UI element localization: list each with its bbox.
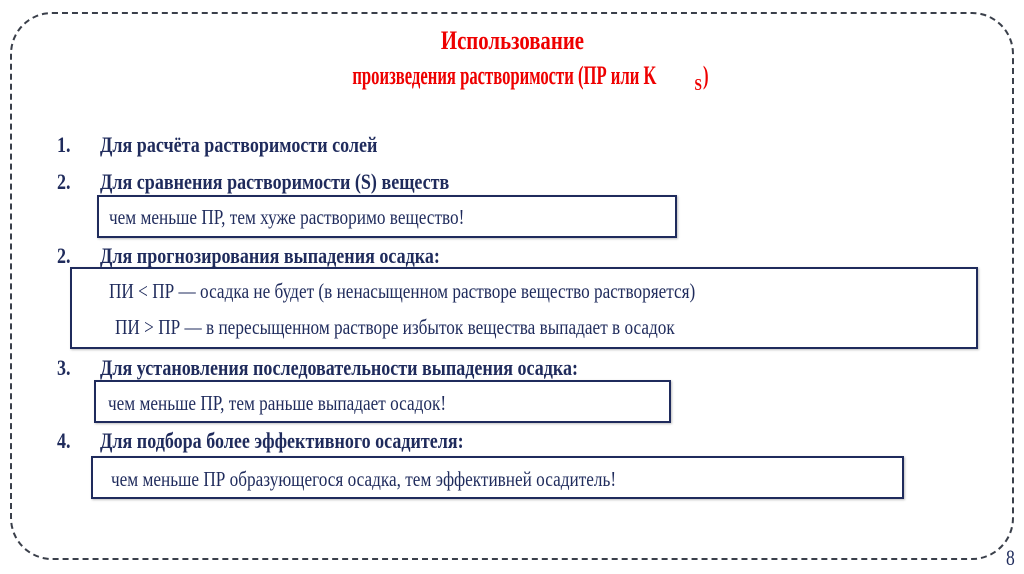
- predict-box: [70, 267, 978, 349]
- title-line-1: Использование: [440, 26, 584, 55]
- item-number: 2.: [57, 243, 71, 268]
- compare-box: [97, 195, 677, 238]
- item-number: 2.: [57, 169, 71, 194]
- box-text: ПИ > ПР — в пересыщенном растворе избыток вещества выпадает в осадок: [115, 315, 675, 339]
- item-text: Для подбора более эффективного осадителя:: [100, 428, 464, 453]
- box-text: чем меньше ПР образующегося осадка, тем эффективней осадитель!: [111, 467, 617, 491]
- box-text: чем меньше ПР, тем хуже растворимо вещество!: [109, 205, 465, 229]
- sequence-box: [94, 380, 671, 423]
- item-number: 4.: [57, 428, 71, 453]
- box-text: чем меньше ПР, тем раньше выпадает осадок!: [108, 391, 447, 415]
- precipitant-box: [91, 456, 904, 499]
- page-number: 8: [1006, 545, 1015, 570]
- item-text: Для расчёта растворимости солей: [100, 132, 378, 157]
- item-text: Для прогнозирования выпадения осадка:: [100, 243, 440, 268]
- item-text: Для сравнения растворимости (S) веществ: [100, 169, 450, 194]
- title-line-2: произведения растворимости (ПР или K $_S$): [352, 61, 709, 95]
- box-text: ПИ < ПР — осадка не будет (в ненасыщенном растворе вещество растворяется): [109, 279, 696, 303]
- item-number: 3.: [57, 355, 71, 380]
- item-number: 1.: [57, 132, 71, 157]
- item-text: Для установления последовательности выпадения осадка:: [100, 355, 579, 380]
